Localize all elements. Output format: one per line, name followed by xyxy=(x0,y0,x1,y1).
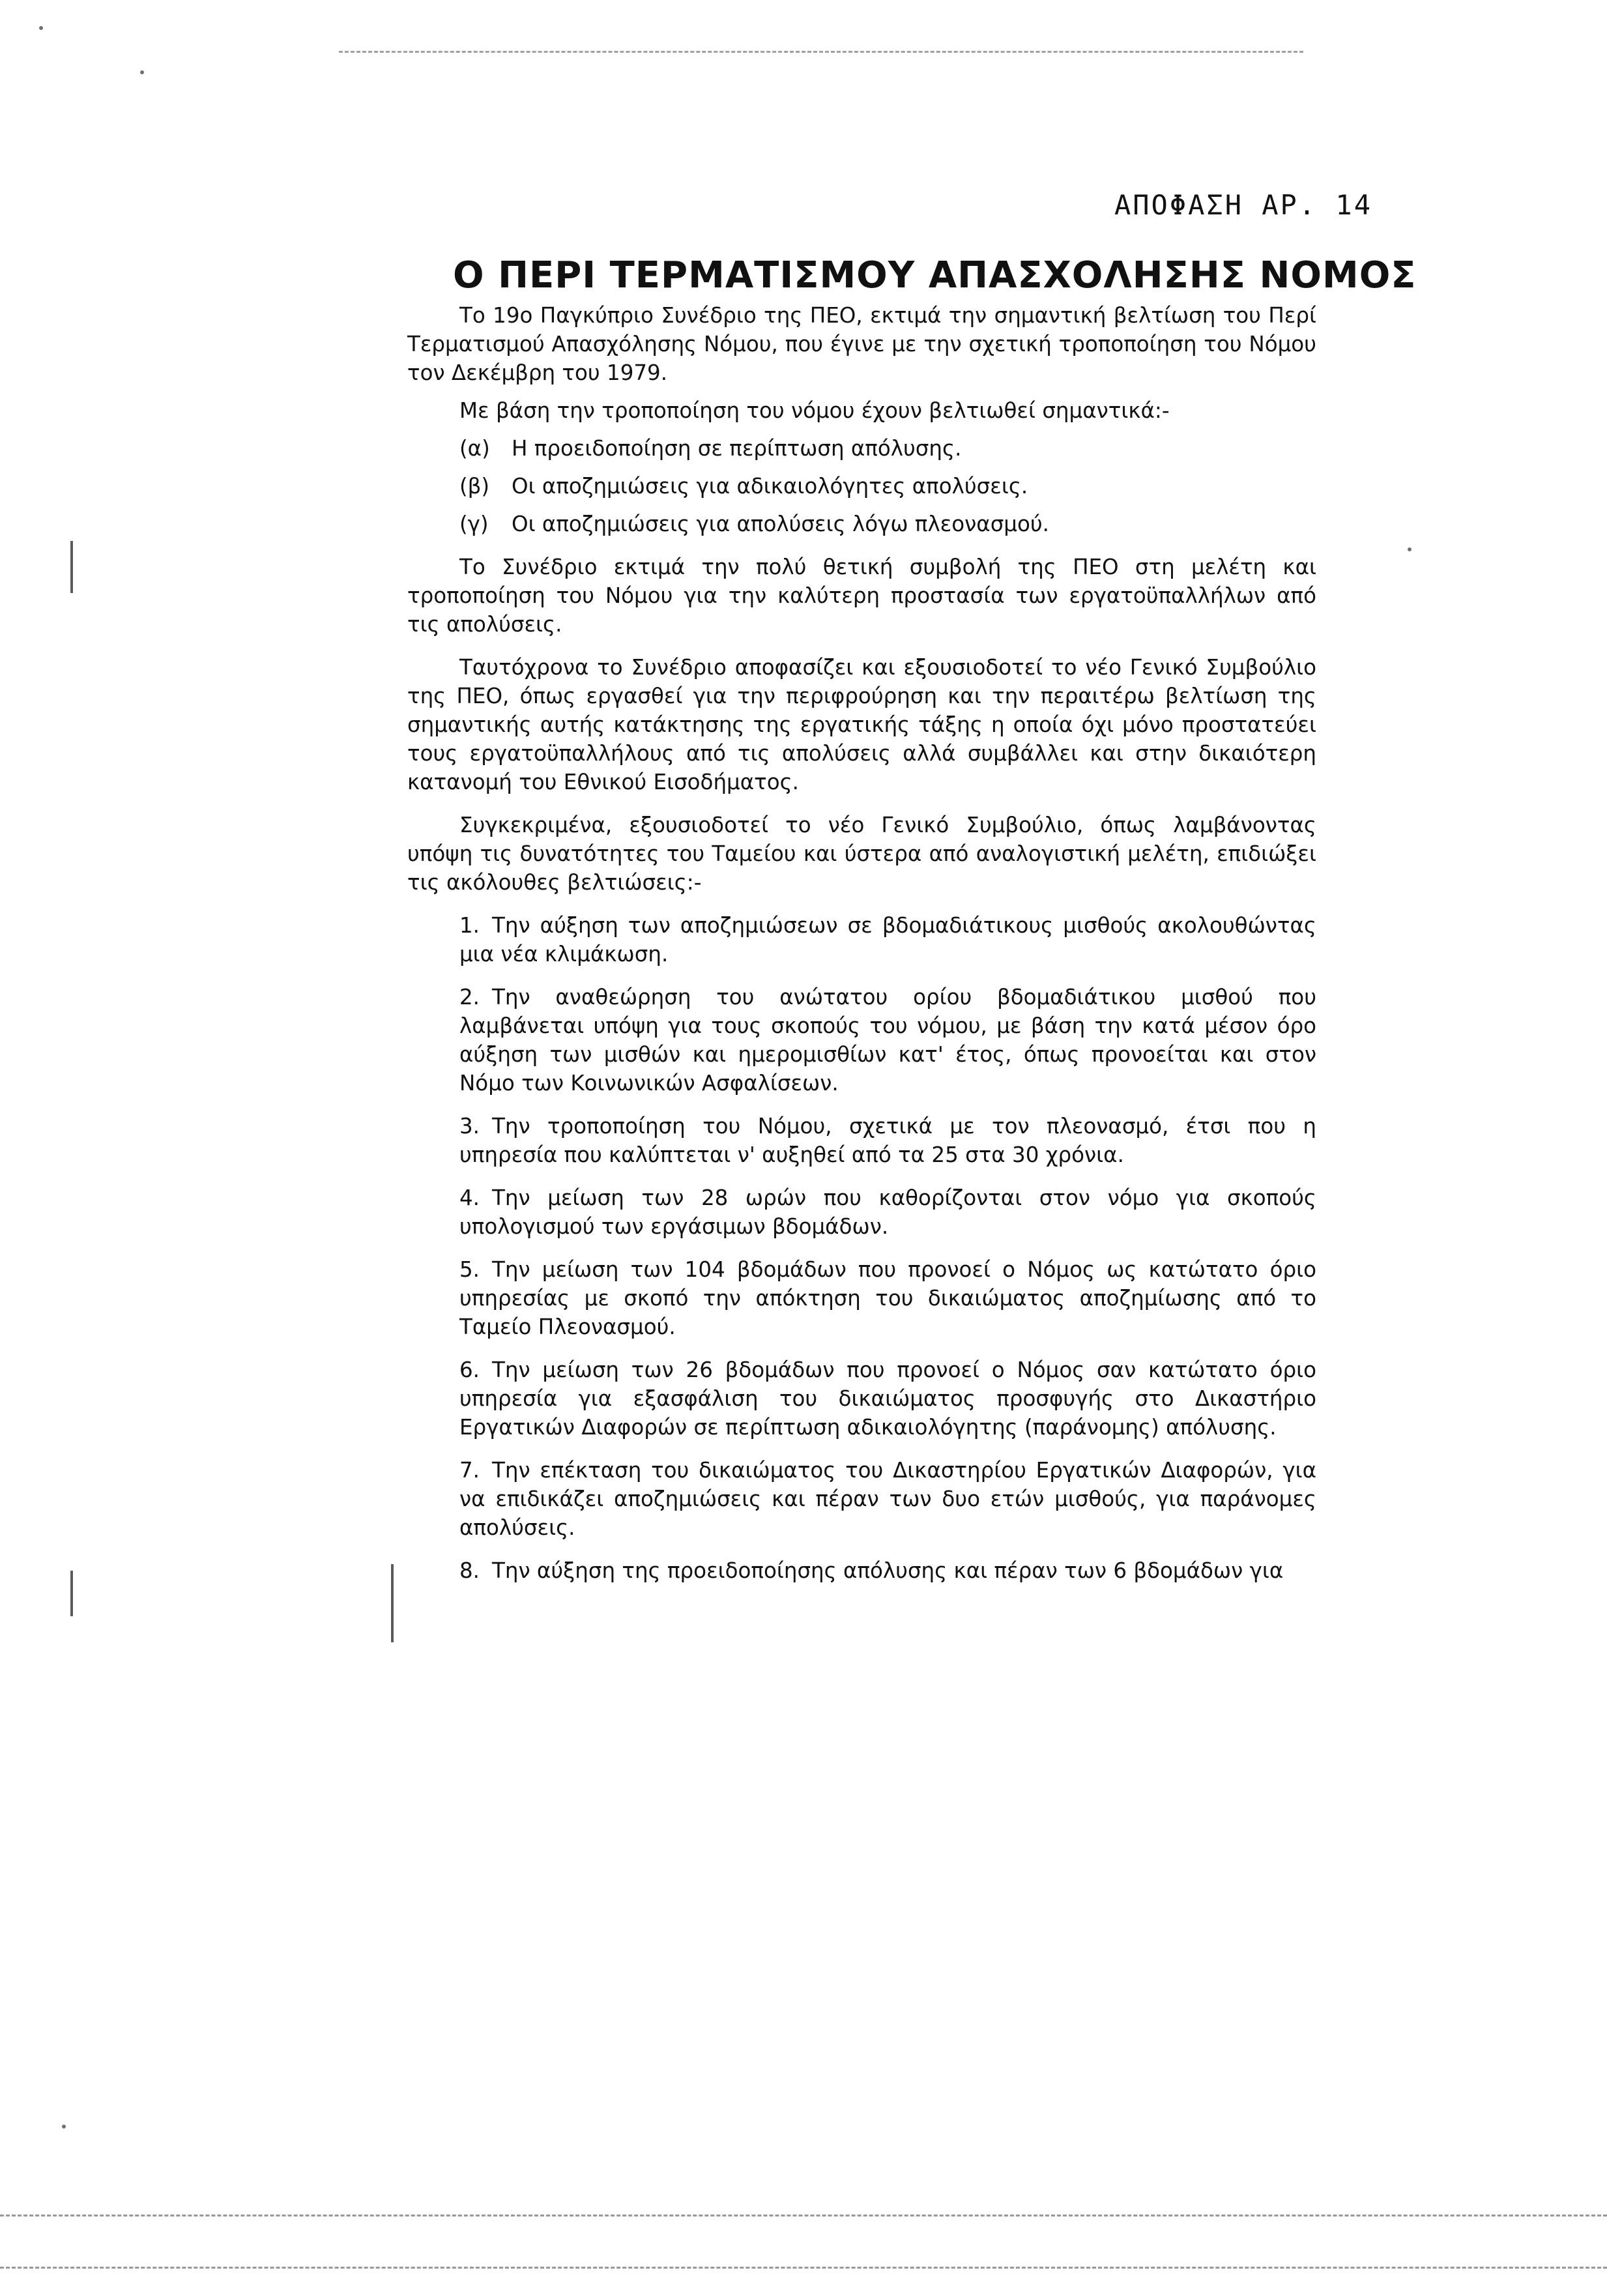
item-number: 8. xyxy=(459,1558,480,1583)
numbered-item xyxy=(459,1112,1316,1169)
improvements-lead: Με βάση την τροποποίηση του νόμου έχουν βελτιωθεί σημαντικά:- xyxy=(459,398,1170,423)
scan-speck xyxy=(62,2125,66,2129)
decision-number: ΑΠΟΦΑΣΗ ΑΡ. 14 xyxy=(1114,189,1372,221)
mandate-paragraph: Ταυτόχρονα το Συνέδριο αποφασίζει και εξουσιοδοτεί το νέο Γενικό Συμβούλιο της ΠΕΟ, όπως εργασθεί για την περιφρούρηση και την περαιτέρω βελτίωση της σημαντικής αυτής κατάκτησης της εργατικής τάξης η οποία όχι μόνο προστατεύει τους εργατοϋπαλλήλους από τις απολύσεις αλλά συμβάλλει και στην δικαιότερη κατανομή του Εθνικού Εισοδήματος. xyxy=(407,655,1316,794)
item-text: Την επέκταση του δικαιώματος του Δικαστηρίου Εργατικών Διαφορών, για να επιδικάζει αποζημιώσεις και πέραν των δυο ετών μισθούς, για παράνομες απολύσεις. xyxy=(459,1458,1316,1540)
item-number: 3. xyxy=(459,1114,480,1139)
margin-mark-left-1 xyxy=(70,541,73,593)
item-label: (γ) xyxy=(459,512,489,536)
item-text: Την μείωση των 104 βδομάδων που προνοεί ο Νόμος ως κατώτατο όριο υπηρεσίας με σκοπό την απόκτηση του δικαιώματος αποζημίωσης από το Ταμείο Πλεονασμού. xyxy=(459,1257,1316,1339)
scan-speck xyxy=(1408,547,1412,551)
numbered-item xyxy=(459,1456,1316,1542)
item-number: 2. xyxy=(459,985,480,1010)
item-text: Οι αποζημιώσεις για απολύσεις λόγω πλεονασμού. xyxy=(512,512,1050,536)
item-number: 7. xyxy=(459,1458,480,1483)
margin-mark-left-2 xyxy=(70,1571,73,1616)
lettered-item xyxy=(459,472,1316,501)
item-number: 4. xyxy=(459,1185,480,1210)
item-text: Την αναθεώρηση του ανώτατου ορίου βδομαδιάτικου μισθού που λαμβάνεται υπόψη για τους σκοπούς του νόμου, με βάση την κατά μέσον όρο αύξηση των μισθών και ημερομισθίων κατ' έτος, όπως προνοείται και στον Νόμο των Κοινωνικών Ασφαλίσεων. xyxy=(459,985,1316,1096)
numbered-item xyxy=(459,983,1316,1097)
item-text: Οι αποζημιώσεις για αδικαιολόγητες απολύσεις. xyxy=(512,474,1028,499)
numbered-item xyxy=(459,1556,1316,1585)
item-number: 6. xyxy=(459,1358,480,1382)
numbered-item xyxy=(459,911,1316,968)
item-text: Την τροποποίηση του Νόμου, σχετικά με τον πλεονασμό, έτσι που η υπηρεσία που καλύπτεται ν' αυξηθεί από τα 25 στα 30 χρόνια. xyxy=(459,1114,1316,1167)
numbered-item xyxy=(459,1184,1316,1241)
item-text: Η προειδοποίηση σε περίπτωση απόλυσης. xyxy=(512,436,962,461)
contribution-paragraph: Το Συνέδριο εκτιμά την πολύ θετική συμβολή της ΠΕΟ στη μελέτη και τροποποίηση του Νόμου για την καλύτερη προστασία των εργατοϋπαλλήλων από τις απολύσεις. xyxy=(407,555,1316,637)
scan-speck xyxy=(39,26,43,30)
item-text: Την μείωση των 26 βδομάδων που προνοεί ο Νόμος σαν κατώτατο όριο υπηρεσία για εξασφάλιση του δικαιώματος προσφυγής στο Δικαστήριο Εργατικών Διαφορών σε περίπτωση αδικαιολόγητης (παράνομης) απόλυσης. xyxy=(459,1358,1316,1440)
item-label: (β) xyxy=(459,474,490,499)
specifics-paragraph: Συγκεκριμένα, εξουσιοδοτεί το νέο Γενικό Συμβούλιο, όπως λαμβάνοντας υπόψη τις δυνατότητες του Ταμείου και ύστερα από αναλογιστική μελέτη, επιδιώξει τις ακόλουθες βελτιώσεις:- xyxy=(407,813,1316,895)
margin-mark-left-3 xyxy=(391,1564,394,1642)
lettered-item xyxy=(459,434,1316,463)
scan-line-bottom-1 xyxy=(0,2215,1607,2218)
scan-line-top xyxy=(339,51,1303,55)
numbered-item xyxy=(459,1356,1316,1442)
item-number: 1. xyxy=(459,913,480,938)
lettered-item xyxy=(459,510,1316,538)
item-label: (α) xyxy=(459,436,490,461)
intro-paragraph: Το 19ο Παγκύπριο Συνέδριο της ΠΕΟ, εκτιμά την σημαντική βελτίωση του Περί Τερματισμού Απασχόλησης Νόμου, που έγινε με την σχετική τροποποίηση του Νόμου τον Δεκέμβρη του 1979. xyxy=(407,303,1316,385)
scan-speck xyxy=(140,70,144,74)
numbered-item xyxy=(459,1255,1316,1341)
document-body xyxy=(407,301,1316,1599)
item-text: Την μείωση των 28 ωρών που καθορίζονται στον νόμο για σκοπούς υπολογισμού των εργάσιμων βδομάδων. xyxy=(459,1185,1316,1239)
scan-line-bottom-2 xyxy=(0,2267,1607,2271)
page-title: Ο ΠΕΡΙ ΤΕΡΜΑΤΙΣΜΟΥ ΑΠΑΣΧΟΛΗΣΗΣ ΝΟΜΟΣ xyxy=(453,254,1417,297)
item-number: 5. xyxy=(459,1257,480,1282)
item-text: Την αύξηση της προειδοποίησης απόλυσης και πέραν των 6 βδομάδων για xyxy=(492,1558,1284,1583)
item-text: Την αύξηση των αποζημιώσεων σε βδομαδιάτικους μισθούς ακολουθώντας μια νέα κλιμάκωση. xyxy=(459,913,1316,966)
